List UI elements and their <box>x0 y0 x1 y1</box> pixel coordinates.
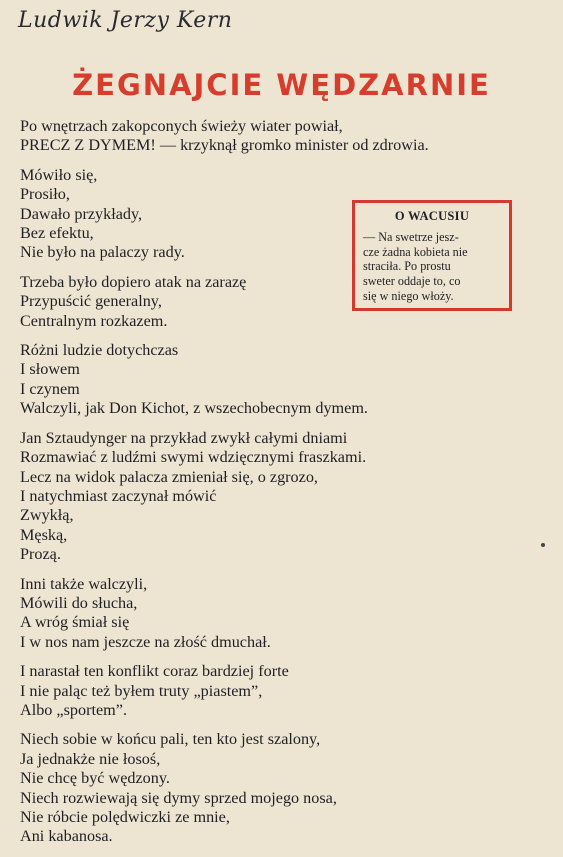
poem-line: Nie było na palaczy rady. <box>20 243 185 262</box>
sidebar-box <box>352 200 512 311</box>
stanza <box>20 429 550 565</box>
poem-line: Rozmawiać z ludźmi swymi wdzięcznymi fraszkami. <box>20 448 367 467</box>
sidebar-line: cze żadna kobieta nie <box>363 244 468 259</box>
poem-line: Walczyli, jak Don Kichot, z wszechobecnym dymem. <box>20 399 368 418</box>
poem-title: ŻEGNAJCIE WĘDZARNIE <box>72 68 491 102</box>
sidebar-title: O WACUSIU <box>394 209 470 223</box>
sidebar-line: straciła. Po prostu <box>363 259 451 274</box>
sidebar-line: się w niego włoży. <box>363 288 454 303</box>
author-name: Ludwik Jerzy Kern <box>18 8 233 33</box>
stanza <box>20 117 550 156</box>
poem-line: Nie róbcie polędwiczki ze mnie, <box>20 808 230 826</box>
poem-line: Nie chcę być wędzony. <box>20 769 170 788</box>
poem-line: Niech sobie w końcu pali, ten kto jest szalony, <box>20 730 321 749</box>
poem-line: Ja jednakże nie łosoś, <box>20 749 161 768</box>
poem-line: Mówiło się, <box>20 165 98 184</box>
poem-line: I w nos nam jeszcze na złość dmuchał. <box>20 632 271 651</box>
stanza <box>20 730 550 846</box>
poem-line: Bez efektu, <box>20 224 94 243</box>
poem-line: Niech rozwiewają się dymy sprzed mojego nosa, <box>20 788 337 807</box>
poem-line: I nie paląc też byłem truty „piastem”, <box>20 681 263 700</box>
poem-line: I czynem <box>20 379 80 398</box>
poem-line: I natychmiast zaczynał mówić <box>20 486 217 505</box>
poem-line: Centralnym rozkazem. <box>20 311 168 330</box>
poem-line: Zwykłą, <box>20 506 74 525</box>
poem-line: Prosiło, <box>20 185 70 204</box>
sidebar-line: — Na swetrze jesz- <box>363 229 459 244</box>
poem-line: Męską, <box>20 525 68 544</box>
poem-line: Przypuścić generalny, <box>20 292 162 311</box>
poem-line: A wróg śmiał się <box>20 613 130 632</box>
poem-line: Po wnętrzach zakopconych świeży wiater powiał, <box>20 117 343 135</box>
stanza <box>20 662 550 720</box>
poem-line: Jan Sztaudynger na przykład zwykł całymi dniami <box>20 428 348 447</box>
poem-line: Albo „sportem”. <box>20 700 127 719</box>
poem-line: Różni ludzie dotychczas <box>20 341 179 360</box>
poem-line: I słowem <box>20 360 80 379</box>
poem-line: Ani kabanosa. <box>20 827 113 846</box>
sidebar-line: sweter oddaje to, co <box>363 274 461 289</box>
poem-line: Prozą. <box>20 545 61 564</box>
sidebar-text <box>363 230 501 304</box>
poem-line: PRECZ Z DYMEM! — krzyknął gromko minister od zdrowia. <box>20 136 429 155</box>
print-speck <box>541 543 545 547</box>
poem-line: Dawało przykłady, <box>20 204 143 223</box>
poem-line: Lecz na widok palacza zmieniał się, o zgrozo, <box>20 467 318 486</box>
poem-line: I narastał ten konflikt coraz bardziej forte <box>20 662 289 681</box>
poem-line: Inni także walczyli, <box>20 574 148 593</box>
stanza <box>20 341 550 419</box>
poem-line: Mówili do słucha, <box>20 593 138 612</box>
poem-line: Trzeba było dopiero atak na zarazę <box>20 272 247 291</box>
stanza <box>20 575 550 653</box>
